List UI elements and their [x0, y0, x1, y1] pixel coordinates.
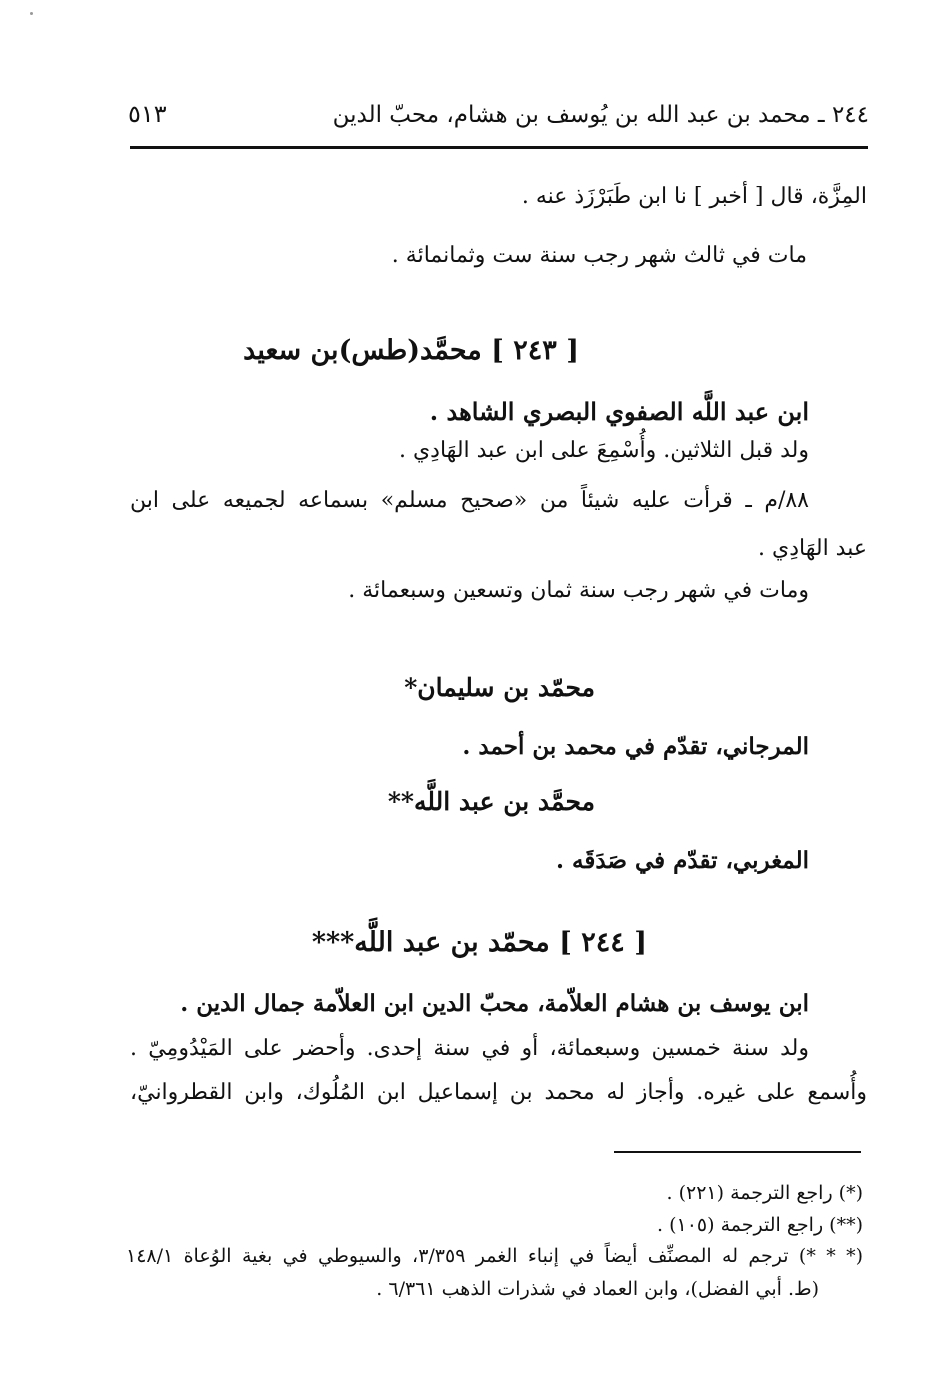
running-title: ٢٤٤ ـ محمد بن عبد الله بن يُوسف بن هشام، محبّ الدين	[332, 102, 869, 128]
footnote-rule	[614, 1151, 861, 1153]
abdallah-heading: محمَّد بن عبد اللَّه**	[387, 787, 595, 816]
entry-243-subtitle: ابن عبد اللَّه الصفوي البصري الشاهد .	[429, 397, 809, 426]
abdallah-text: المغربي، تقدّم في صَدَقَه .	[556, 847, 809, 874]
header-rule	[130, 146, 868, 149]
body-line: عبد الهَادِي .	[758, 536, 867, 561]
footnote: (*) راجع الترجمة (٢٢١) .	[666, 1182, 863, 1204]
body-line: مات في ثالث شهر رجب سنة ست وثمانمائة .	[391, 243, 807, 268]
sulayman-text: المرجاني، تقدّم في محمد بن أحمد .	[462, 733, 809, 760]
footnote: (ط. أبي الفضل)، وابن العماد في شذرات الذهب ٦/٣٦١ .	[376, 1278, 819, 1300]
entry-244-subtitle: ابن يوسف بن هشام العلاّمة، محبّ الدين ابن العلاّمة جمال الدين .	[180, 990, 809, 1017]
entry-244-heading: [ ٢٤٤ ] محمّد بن عبد اللَّه***	[311, 927, 647, 958]
page-number: ٥١٣	[128, 100, 167, 128]
body-line: وأُسمع على غيره. وأجاز له محمد بن إسماعيل ابن المُلُوك، وابن القطروانيّ،	[130, 1080, 867, 1105]
body-line: ولد قبل الثلاثين. وأُسْمِعَ على ابن عبد الهَادِي .	[398, 438, 809, 463]
entry-243-heading: [ ٢٤٣ ] محمَّد(طس)بن سعيد	[243, 335, 579, 366]
body-line: المِزَّة، قال [ أخبر ] نا ابن طَبَرْزَذ عنه .	[521, 184, 867, 209]
body-line: ٨٨/م ـ قرأت عليه شيئاً من «صحيح مسلم» بسماعه لجميعه على ابن	[130, 488, 809, 513]
footnote: (**) راجع الترجمة (١٠٥) .	[657, 1214, 863, 1236]
body-line: ولد سنة خمسين وسبعمائة، أو في سنة إحدى. وأحضر على المَيْدُومِيّ .	[130, 1036, 809, 1061]
sulayman-heading: محمّد بن سليمان*	[404, 673, 595, 702]
footnote: (* * *) ترجم له المصنِّف أيضاً في إنباء الغمر ٣/٣٥٩، والسيوطي في بغية الوُعاة ١٤٨/١	[126, 1245, 863, 1267]
body-line: ومات في شهر رجب سنة ثمان وتسعين وسبعمائة .	[348, 578, 809, 603]
scan-speck	[30, 12, 33, 15]
